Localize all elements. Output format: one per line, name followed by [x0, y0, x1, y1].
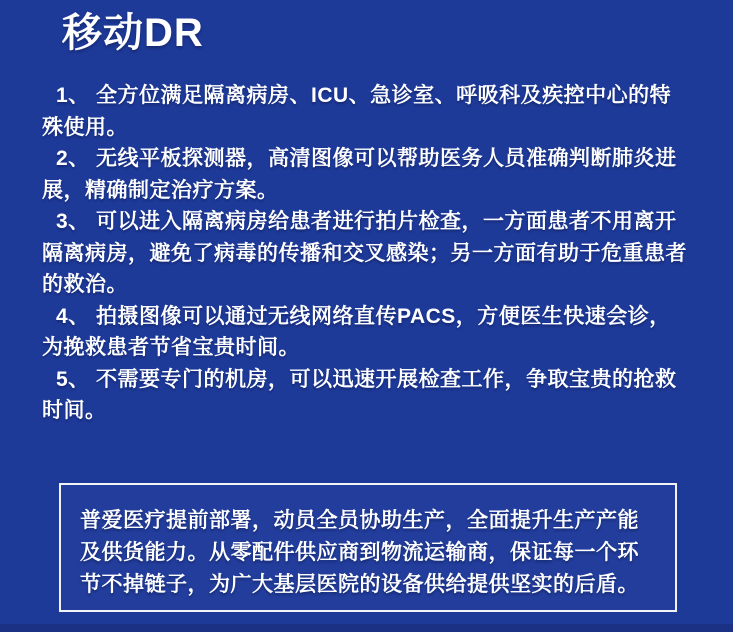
feature-item-4: 4、 拍摄图像可以通过无线网络直传PACS，方便医生快速会诊，为挽救患者节省宝贵时间。 — [42, 304, 671, 359]
footer-divider-strip — [0, 624, 733, 632]
feature-item-3: 3、 可以进入隔离病房给患者进行拍片检查，一方面患者不用离开隔离病房，避免了病毒的传播和交叉感染；另一方面有助于危重患者的救治。 — [42, 210, 687, 296]
feature-item-5: 5、 不需要专门的机房，可以迅速开展检查工作，争取宝贵的抢救时间。 — [42, 367, 677, 422]
feature-item-2: 2、 无线平板探测器，高清图像可以帮助医务人员准确判断肺炎进展，精确制定治疗方案。 — [42, 147, 677, 202]
feature-item-1: 1、 全方位满足隔离病房、ICU、急诊室、呼吸科及疾控中心的特殊使用。 — [42, 84, 672, 139]
notice-box — [59, 483, 677, 612]
page-title: 移动DR — [62, 11, 204, 55]
feature-list — [42, 80, 690, 427]
notice-text: 普爱医疗提前部署，动员全员协助生产，全面提升生产产能及供货能力。从零配件供应商到物流运输商，保证每一个环节不掉链子，为广大基层医院的设备供给提供坚实的后盾。 — [80, 508, 639, 596]
